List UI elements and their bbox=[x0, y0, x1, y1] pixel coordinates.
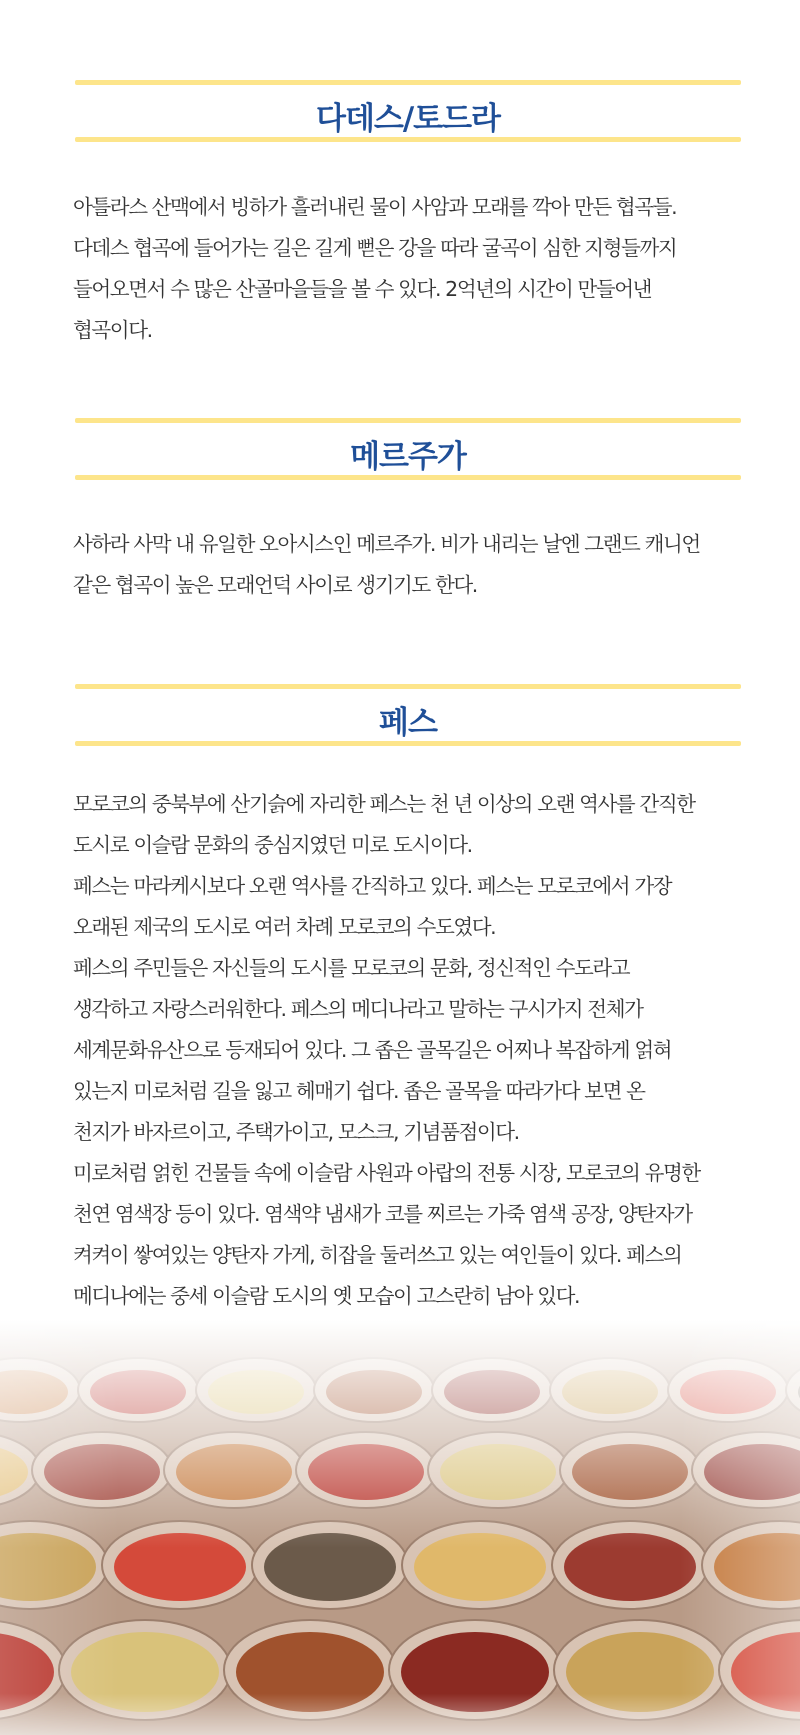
body-line: 있는지 미로처럼 길을 잃고 헤매기 쉽다. 좁은 골목을 따라가다 보면 온 bbox=[73, 1079, 645, 1103]
section-title-band bbox=[75, 684, 741, 746]
section-body bbox=[73, 187, 758, 351]
body-line: 오래된 제국의 도시로 여러 차례 모로코의 수도였다. bbox=[73, 915, 496, 939]
body-line: 들어오면서 수 많은 산골마을들을 볼 수 있다. 2억년의 시간이 만들어낸 bbox=[73, 277, 652, 301]
title-rule-bottom bbox=[75, 741, 741, 746]
body-line: 모로코의 중북부에 산기슭에 자리한 페스는 천 년 이상의 오랜 역사를 간직한 bbox=[73, 792, 695, 816]
title-rule-bottom bbox=[75, 475, 741, 480]
body-line: 페스의 주민들은 자신들의 도시를 모로코의 문화, 정신적인 수도라고 bbox=[73, 956, 630, 980]
title-rule-top bbox=[75, 684, 741, 689]
section-body bbox=[73, 524, 758, 606]
section-title-band bbox=[75, 418, 741, 480]
body-line: 켜켜이 쌓여있는 양탄자 가게, 히잡을 둘러쓰고 있는 여인들이 있다. 페스의 bbox=[73, 1243, 682, 1267]
body-line: 메디나에는 중세 이슬람 도시의 옛 모습이 고스란히 남아 있다. bbox=[73, 1284, 580, 1308]
title-rule-top bbox=[75, 418, 741, 423]
body-line: 생각하고 자랑스러워한다. 페스의 메디나라고 말하는 구시가지 전체가 bbox=[73, 997, 643, 1021]
tannery-illustration bbox=[0, 1320, 800, 1735]
title-rule-bottom bbox=[75, 137, 741, 142]
body-line: 세계문화유산으로 등재되어 있다. 그 좁은 골목길은 어찌나 복잡하게 얽혀 bbox=[73, 1038, 672, 1062]
section-body bbox=[73, 784, 758, 1317]
body-line: 사하라 사막 내 유일한 오아시스인 메르주가. 비가 내리는 날엔 그랜드 캐니언 bbox=[73, 532, 700, 556]
section-title: 다데스/토드라 bbox=[316, 101, 500, 137]
body-line: 미로처럼 얽힌 건물들 속에 이슬람 사원과 아랍의 전통 시장, 모로코의 유명한 bbox=[73, 1161, 700, 1185]
body-line: 도시로 이슬람 문화의 중심지였던 미로 도시이다. bbox=[73, 833, 472, 857]
body-line: 같은 협곡이 높은 모래언덕 사이로 생기기도 한다. bbox=[73, 573, 477, 597]
section-title: 페스 bbox=[379, 705, 437, 741]
body-line: 다데스 협곡에 들어가는 길은 길게 뻗은 강을 따라 굴곡이 심한 지형들까지 bbox=[73, 236, 677, 260]
body-line: 천지가 바자르이고, 주택가이고, 모스크, 기념품점이다. bbox=[73, 1120, 519, 1144]
section-title-band bbox=[75, 80, 741, 142]
section-title: 메르주가 bbox=[350, 439, 466, 475]
body-line: 아틀라스 산맥에서 빙하가 흘러내린 물이 사암과 모래를 깍아 만든 협곡들. bbox=[73, 195, 677, 219]
tannery-photo bbox=[0, 1320, 800, 1735]
title-rule-top bbox=[75, 80, 741, 85]
body-line: 협곡이다. bbox=[73, 318, 152, 342]
body-line: 페스는 마라케시보다 오랜 역사를 간직하고 있다. 페스는 모로코에서 가장 bbox=[73, 874, 672, 898]
body-line: 천연 염색장 등이 있다. 염색약 냄새가 코를 찌르는 가죽 염색 공장, 양탄자가 bbox=[73, 1202, 692, 1226]
